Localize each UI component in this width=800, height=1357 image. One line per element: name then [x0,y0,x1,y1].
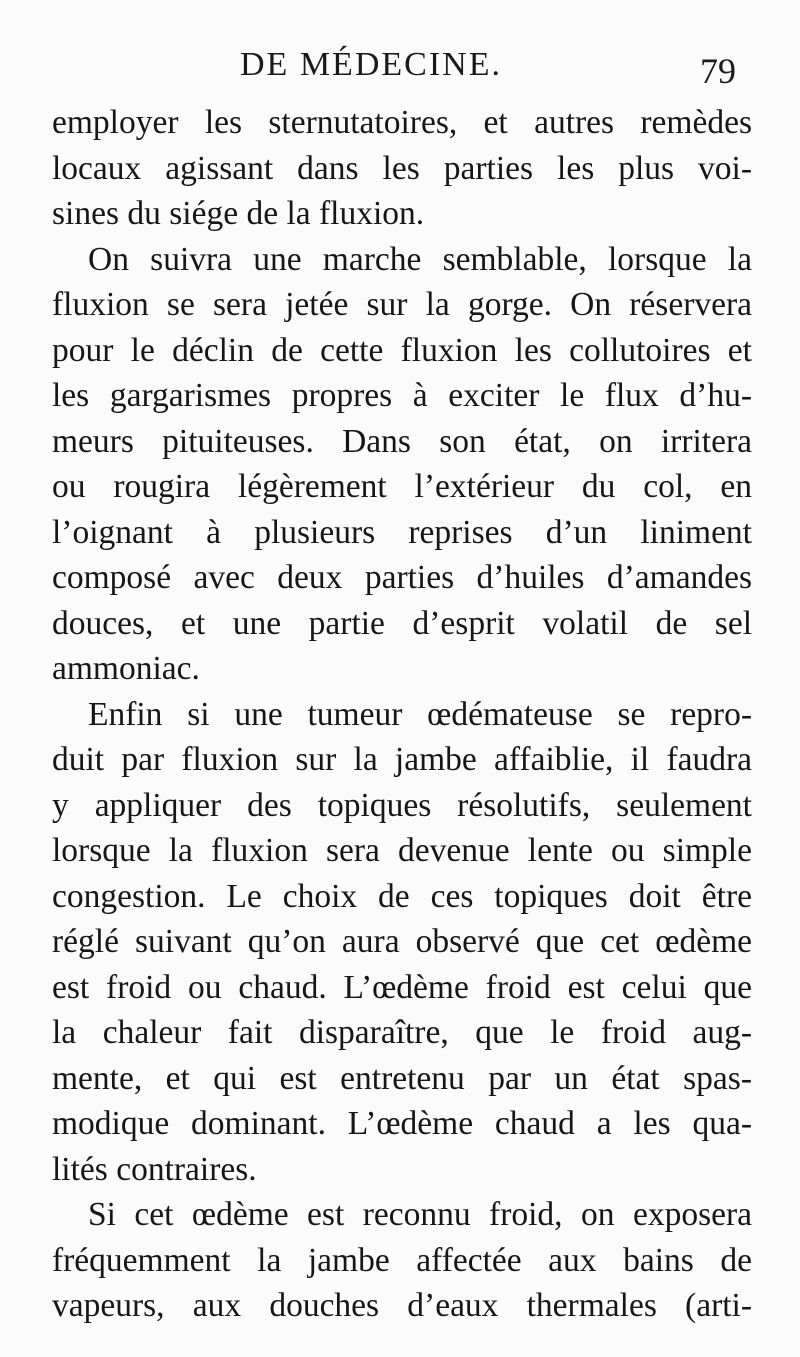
paragraph-4 [52,1192,752,1329]
page-header [0,44,800,94]
text-line: congestion. Le choix de ces topiques doit être [52,877,752,915]
text-line: Enfin si une tumeur œdémateuse se repro- [88,695,752,733]
body-text [52,100,752,1329]
text-line: est froid ou chaud. L’œdème froid est celui que [52,968,752,1006]
text-line: ou rougira légèrement l’extérieur du col, en [52,468,752,505]
page-number: 79 [700,51,736,91]
text-line: fluxion se sera jetée sur la gorge. On réservera [52,286,752,323]
text-line: Si cet œdème est reconnu froid, on exposera [88,1196,752,1233]
text-line: ammoniac. [52,650,200,687]
text-line: lités contraires. [52,1150,257,1188]
text-line: pour le déclin de cette fluxion les collutoires et [52,331,752,369]
text-line: mente, et qui est entretenu par un état spas- [52,1059,752,1097]
text-line: duit par fluxion sur la jambe affaiblie, il faudra [52,741,752,778]
text-line: meurs pituiteuses. Dans son état, on irritera [52,422,752,460]
text-line: réglé suivant qu’on aura observé que cet œdème [52,923,752,960]
running-head: DE MÉDECINE. [240,46,502,83]
text-line: sines du siége de la fluxion. [52,195,425,232]
text-line: locaux agissant dans les parties les plus voi- [52,149,752,187]
text-line: les gargarismes propres à exciter le flux d’hu- [52,377,752,414]
text-line: composé avec deux parties d’huiles d’amandes [52,559,752,596]
text-line: l’oignant à plusieurs reprises d’un liniment [52,513,752,551]
text-line: modique dominant. L’œdème chaud a les qua- [52,1105,752,1142]
text-line: la chaleur fait disparaître, que le froid aug- [52,1014,752,1051]
text-line: y appliquer des topiques résolutifs, seulement [52,786,752,824]
paragraph-3 [52,692,752,1193]
text-line: employer les sternutatoires, et autres remèdes [52,104,752,141]
text-line: lorsque la fluxion sera devenue lente ou simple [52,832,752,869]
text-line: fréquemment la jambe affectée aux bains de [52,1241,752,1279]
paragraph-2 [52,237,752,692]
text-line: douces, et une partie d’esprit volatil de sel [52,604,752,642]
text-line: vapeurs, aux douches d’eaux thermales (arti- [52,1287,752,1324]
text-line: On suivra une marche semblable, lorsque la [88,240,752,278]
paragraph-1 [52,100,752,237]
